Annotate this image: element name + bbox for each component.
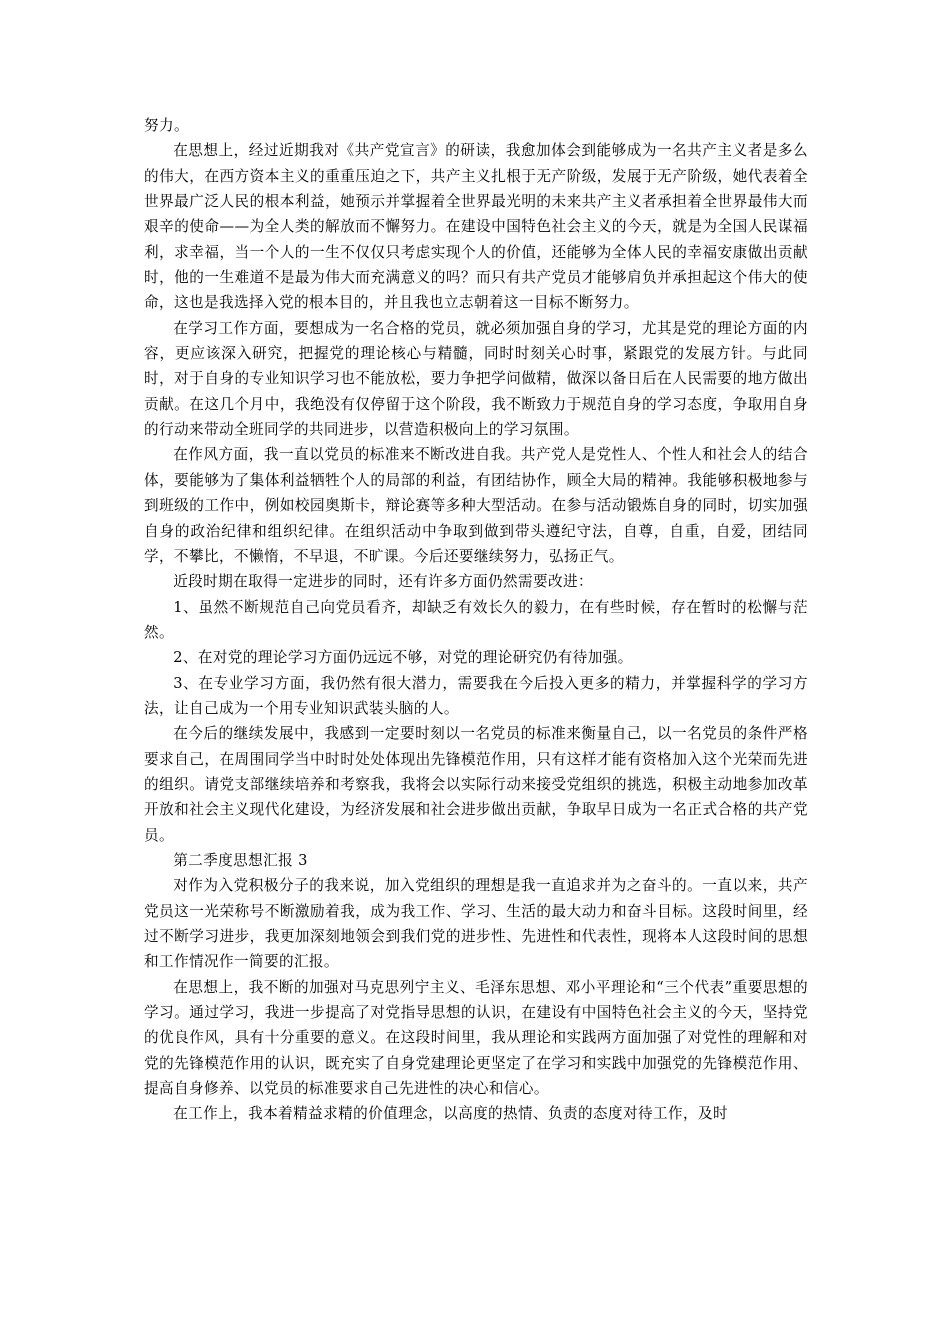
paragraph-report-intro: 对作为入党积极分子的我来说，加入党组织的理想是我一直追求并为之奋斗的。一直以来，共产党员这一光荣称号不断激励着我，成为我工作、学习、生活的最大动力和奋斗目标。这段时间里，经过不断学习进步，我更加深刻地领会到我们党的进步性、先进性和代表性，现将本人这段时间的思想和工作情况作一简要的汇报。	[144, 877, 808, 971]
list-item-1: 1、虽然不断规范自己向党员看齐，却缺乏有效长久的毅力，在有些时候，存在暂时的松懈与茫然。	[144, 598, 808, 641]
paragraph-style: 在作风方面，我一直以党员的标准来不断改进自我。共产党人是党性人、个性人和社会人的结合体，要能够为了集体利益牺牲个人的局部的利益，有团结协作，顾全大局的精神。我能够积极地参与到班级的工作中，例如校园奥斯卡，辩论赛等多种大型活动。在参与活动锻炼自身的同时，切实加强自身的政治纪律和组织纪律。在组织活动中争取到做到带头遵纪守法，自尊，自重，自爱，团结同学，不攀比，不懒惰，不早退，不旷课。今后还要继续努力，弘扬正气。	[144, 446, 808, 565]
paragraph-improvements-intro: 近段时期在取得一定进步的同时，还有许多方面仍然需要改进：	[173, 573, 594, 591]
paragraph-future: 在今后的继续发展中，我感到一定要时刻以一名党员的标准来衡量自己，以一名党员的条件严格要求自己，在周围同学当中时时处处体现出先锋模范作用，只有这样才能有资格加入这个光荣而先进的组织。请党支部继续培养和考察我，我将会以实际行动来接受党组织的挑选，积极主动地参加改革开放和社会主义现代化建设，为经济发展和社会进步做出贡献，争取早日成为一名正式合格的共产党员。	[144, 725, 808, 844]
paragraph-thought: 在思想上，经过近期我对《共产党宣言》的研读，我愈加体会到能够成为一名共产主义者是多么的伟大，在西方资本主义的重重压迫之下，共产主义扎根于无产阶级，发展于无产阶级，她代表着全世界最广泛人民的根本利益，她预示并掌握着全世界最光明的未来共产主义者承担着全世界最伟大而艰辛的使命——为全人类的解放而不懈努力。在建设中国特色社会主义的今天，就是为全国人民谋福利，求幸福，当一个人的一生不仅仅只考虑实现个人的价值，还能够为全体人民的幸福安康做出贡献时，他的一生难道不是最为伟大而充满意义的吗？而只有共产党员才能够肩负并承担起这个伟大的使命，这也是我选择入党的根本目的，并且我也立志朝着这一目标不断努力。	[144, 142, 808, 312]
list-item-2: 2、在对党的理论学习方面仍远远不够，对党的理论研究仍有待加强。	[173, 649, 633, 667]
paragraph-continuation: 努力。	[144, 117, 189, 134]
document-body	[144, 113, 808, 1127]
list-item-3: 3、在专业学习方面，我仍然有很大潜力，需要我在今后投入更多的精力，并掌握科学的学习方法，让自己成为一个用专业知识武装头脑的人。	[144, 674, 808, 717]
paragraph-report-work: 在工作上，我本着精益求精的价值理念，以高度的热情、负责的态度对待工作，及时	[173, 1105, 728, 1123]
paragraph-report-thought: 在思想上，我不断的加强对马克思列宁主义、毛泽东思想、邓小平理论和“三个代表”重要思想的学习。通过学习，我进一步提高了对党指导思想的认识，在建设有中国特色社会主义的今天，坚持党的优良作风，具有十分重要的意义。在这段时间里，我从理论和实践两方面加强了对党性的理解和对党的先锋模范作用的认识，既充实了自身党建理论更坚定了在学习和实践中加强党的先锋模范作用、提高自身修养、以党员的标准要求自己先进性的决心和信心。	[144, 978, 808, 1098]
section-heading: 第二季度思想汇报 3	[173, 851, 308, 869]
paragraph-study-work: 在学习工作方面，要想成为一名合格的党员，就必须加强自身的学习，尤其是党的理论方面的内容，更应该深入研究，把握党的理论核心与精髓，同时时刻关心时事，紧跟党的发展方针。与此同时，对于自身的专业知识学习也不能放松，要力争把学问做精，做深以备日后在人民需要的地方做出贡献。在这几个月中，我绝没有仅停留于这个阶段，我不断致力于规范自身的学习态度，争取用自身的行动来带动全班同学的共同进步，以营造积极向上的学习氛围。	[144, 319, 808, 439]
